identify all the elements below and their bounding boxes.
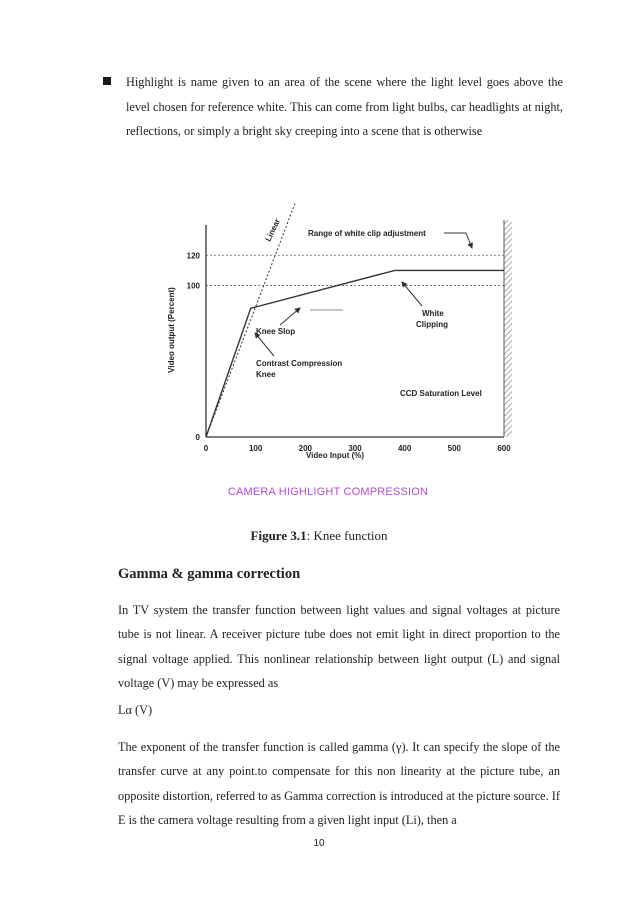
- x-tick-100: 100: [248, 444, 263, 453]
- bullet-text: Highlight is name given to an area of the scene where the light level goes above the level chosen for reference white. This can come from light bulbs, car headlights at night, reflections, or simply a bright sky creeping into a scene that is otherwise: [126, 75, 563, 138]
- paragraph-gamma: The exponent of the transfer function is called gamma (γ). It can specify the slope of the transfer curve at any point.to compensate for this non linearity at the picture tube, an opposite distortion, referred to as Gamma correction is introduced at the picture source. If E is the camera voltage resulting from a given light input (Li), then a: [118, 740, 560, 828]
- y-tick-120: 120: [186, 251, 200, 261]
- y-axis-label: Video output (Percent): [167, 287, 176, 373]
- x-tick-200: 200: [298, 444, 313, 453]
- knee-chart: [160, 200, 520, 510]
- x-tick-300: 300: [348, 444, 362, 453]
- knee-slop-label: Knee Slop: [256, 327, 296, 336]
- clipping-label-text: Clipping: [416, 320, 448, 329]
- contrast-compression-label: Contrast Compression: [256, 359, 343, 368]
- ccd-saturation-label: CCD Saturation Level: [400, 389, 482, 398]
- page-number: 10: [313, 838, 325, 849]
- x-axis-label: Video Input (%): [305, 451, 365, 460]
- range-label: Range of white clip adjustment: [308, 229, 426, 238]
- paragraph-transfer-function: In TV system the transfer function between light values and signal voltages at picture tube is not linear. A receiver picture tube does not emit light in direct proportion to the signal voltage applied. This nonlinear relationship between light output (L) and signal voltage (V) may be expressed as: [118, 603, 560, 691]
- figure-inner-caption: CAMERA HIGHLIGHT COMPRESSION: [227, 486, 429, 498]
- square-bullet-icon: [103, 77, 111, 85]
- y-tick-labels: [187, 251, 201, 442]
- ccd-saturation-wall: [504, 220, 512, 437]
- knee-transfer-curve: [206, 270, 504, 437]
- bullet-item: [103, 70, 563, 144]
- white-label: White: [422, 309, 444, 318]
- paragraph-formula: Lα (V): [118, 703, 153, 717]
- x-tick-400: 400: [397, 444, 412, 453]
- y-tick-100: 100: [186, 281, 200, 291]
- y-tick-0: 0: [195, 433, 200, 442]
- x-tick-0: 0: [203, 444, 209, 453]
- knee-label: Knee: [256, 370, 276, 379]
- figure-label: Figure 3.1: [250, 528, 307, 543]
- figure-caption-text: : Knee function: [306, 528, 388, 543]
- knee-function-figure: [160, 200, 520, 510]
- x-tick-500: 500: [447, 444, 462, 453]
- x-tick-600: 600: [497, 444, 511, 453]
- linear-reference-line: [206, 202, 295, 437]
- linear-label: Linear: [263, 217, 282, 243]
- section-heading: Gamma & gamma correction: [118, 566, 301, 582]
- figure-caption: [0, 528, 638, 544]
